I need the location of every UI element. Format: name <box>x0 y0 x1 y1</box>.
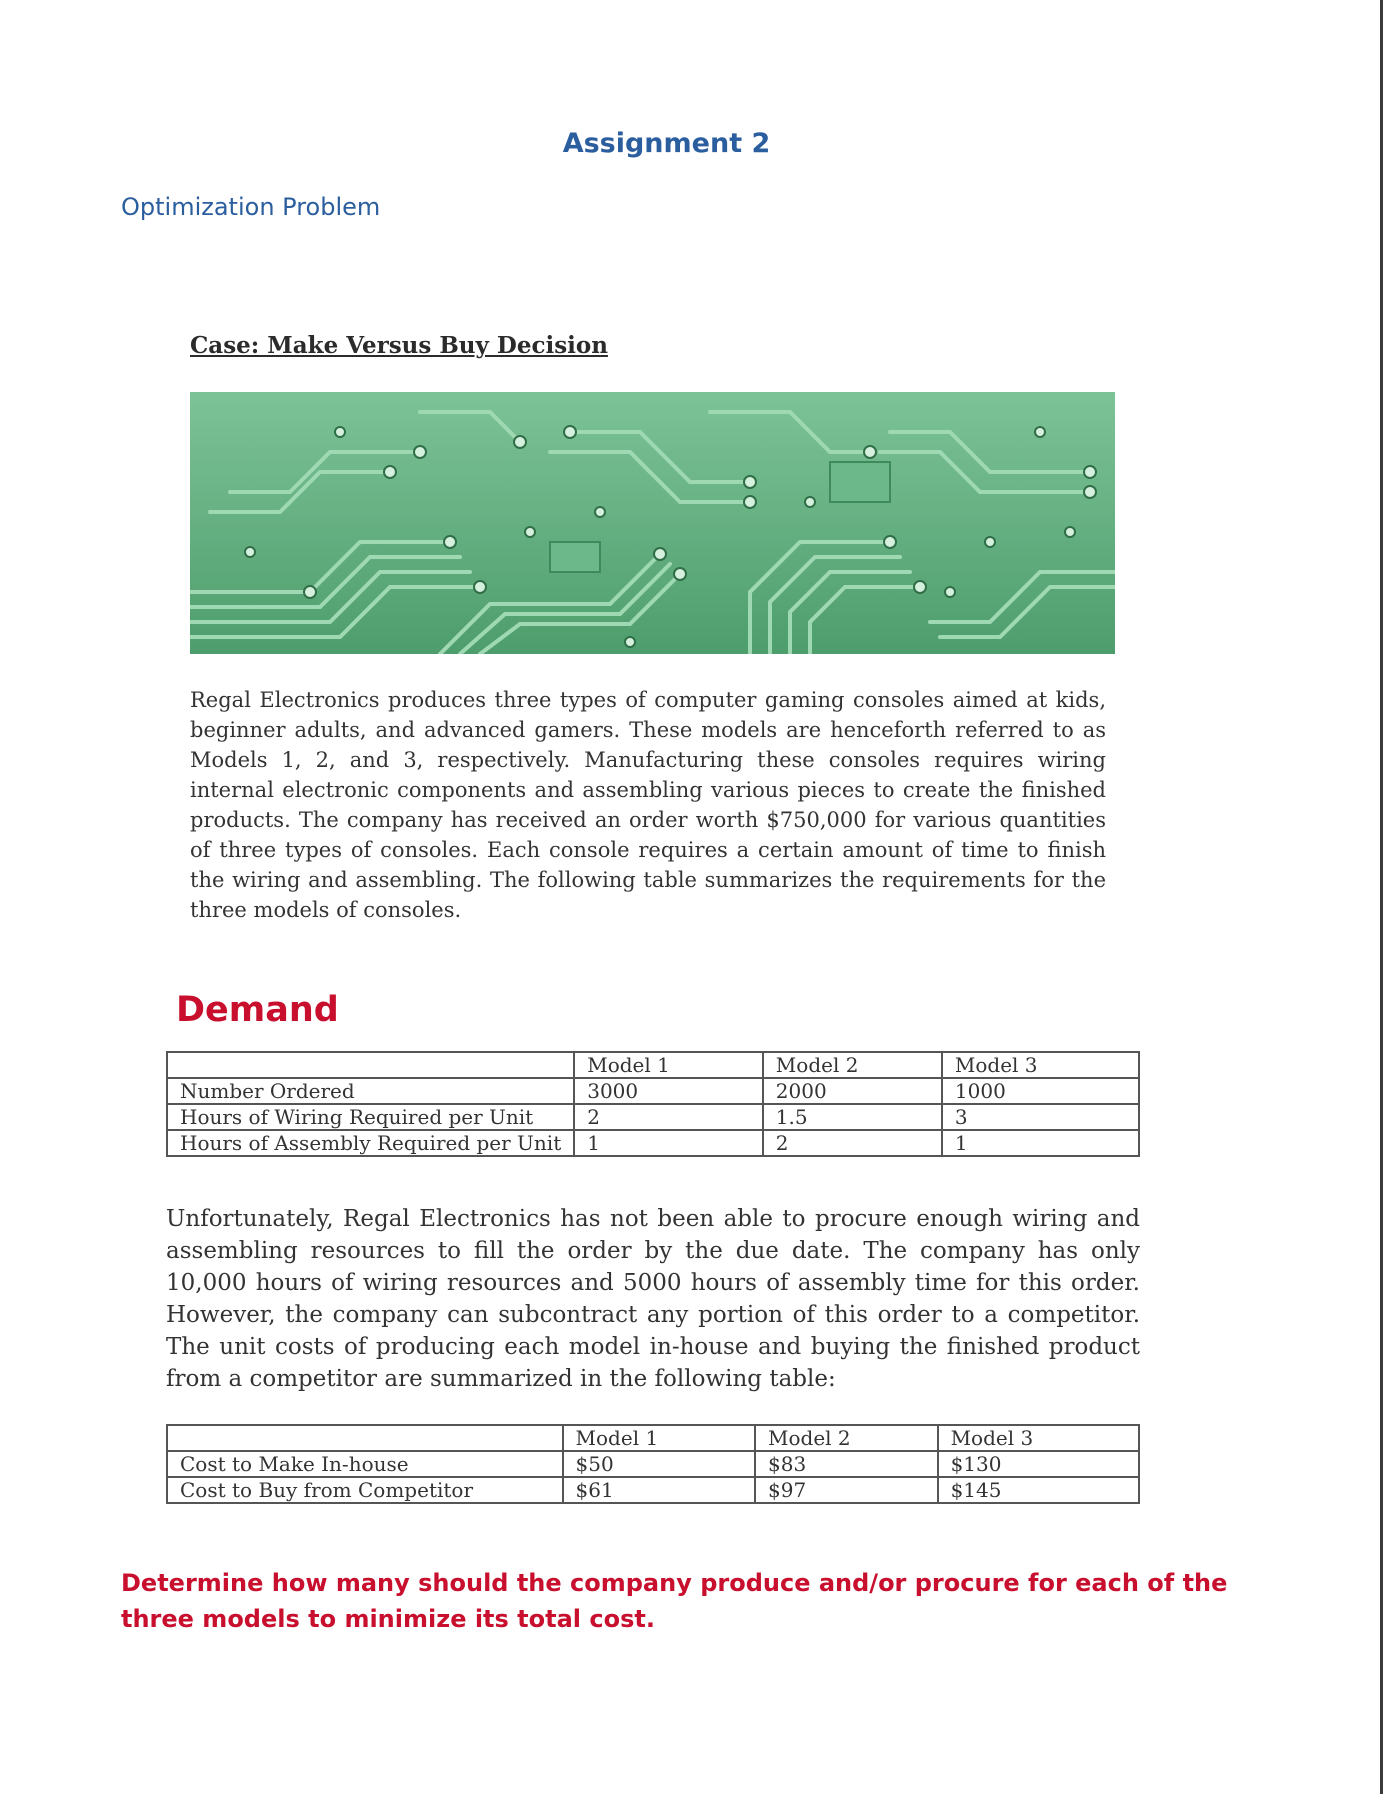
table-cell: 2000 <box>763 1078 942 1104</box>
table-cell: $130 <box>938 1451 1139 1477</box>
table-cell: 3000 <box>574 1078 763 1104</box>
resources-paragraph: Unfortunately, Regal Electronics has not been able to procure enough wiring and assembling resources to fill the order by the due date. The company has only 10,000 hours of wiring resources and 5000 hours of assembly time for this order. However, the company can subcontract any portion of this order to a competitor. The unit costs of producing each model in-house and buying the finished product from a competitor are summarized in the following table: <box>166 1206 1140 1392</box>
table-row <box>167 1451 1139 1477</box>
table-cell: 3 <box>942 1104 1139 1130</box>
table-cell: 2 <box>763 1130 942 1156</box>
table-row <box>167 1477 1139 1503</box>
table-header-cell: Model 3 <box>938 1425 1139 1451</box>
table-cell: 2 <box>574 1104 763 1130</box>
table-row-label: Number Ordered <box>167 1078 574 1104</box>
table-header-row <box>167 1052 1139 1078</box>
table-header-cell: Model 2 <box>763 1052 942 1078</box>
case-heading: Case: Make Versus Buy Decision <box>190 332 608 359</box>
table-cell: $61 <box>563 1477 755 1503</box>
table-row <box>167 1104 1139 1130</box>
table-cell: $50 <box>563 1451 755 1477</box>
table-cell <box>167 1052 574 1078</box>
table-header-cell: Model 3 <box>942 1052 1139 1078</box>
circuit-board-image <box>190 392 1115 654</box>
table-header-cell: Model 2 <box>755 1425 938 1451</box>
table-row-label: Hours of Wiring Required per Unit <box>167 1104 574 1130</box>
table-row <box>167 1130 1139 1156</box>
table-row <box>167 1078 1139 1104</box>
table-cell: 1.5 <box>763 1104 942 1130</box>
table-cell: $97 <box>755 1477 938 1503</box>
table-row-label: Cost to Buy from Competitor <box>167 1477 563 1503</box>
table-cell: 1 <box>574 1130 763 1156</box>
table-cell: 1 <box>942 1130 1139 1156</box>
table-cell: $83 <box>755 1451 938 1477</box>
table-row-label: Cost to Make In-house <box>167 1451 563 1477</box>
subtitle: Optimization Problem <box>121 193 381 221</box>
table-cell <box>167 1425 563 1451</box>
intro-paragraph: Regal Electronics produces three types of computer gaming consoles aimed at kids, beginner adults, and advanced gamers. These models are henceforth referred to as Models 1, 2, and 3, respectively. Manufacturing these consoles requires wiring internal electronic components and assembling various pieces to create the finished products. The company has received an order worth $750,000 for various quantities of three types of consoles. Each console requires a certain amount of time to finish the wiring and assembling. The following table summarizes the requirements for the three models of consoles. <box>190 688 1106 922</box>
table-header-cell: Model 1 <box>574 1052 763 1078</box>
table-cell: $145 <box>938 1477 1139 1503</box>
page-title: Assignment 2 <box>562 128 771 159</box>
requirements-table <box>166 1051 1140 1157</box>
table-header-cell: Model 1 <box>563 1425 755 1451</box>
table-row-label: Hours of Assembly Required per Unit <box>167 1130 574 1156</box>
cost-table <box>166 1424 1140 1504</box>
table-header-row <box>167 1425 1139 1451</box>
table-cell: 1000 <box>942 1078 1139 1104</box>
question-text: Determine how many should the company produce and/or procure for each of the three models to minimize its total cost. <box>121 1569 1228 1633</box>
demand-heading: Demand <box>176 990 339 1030</box>
